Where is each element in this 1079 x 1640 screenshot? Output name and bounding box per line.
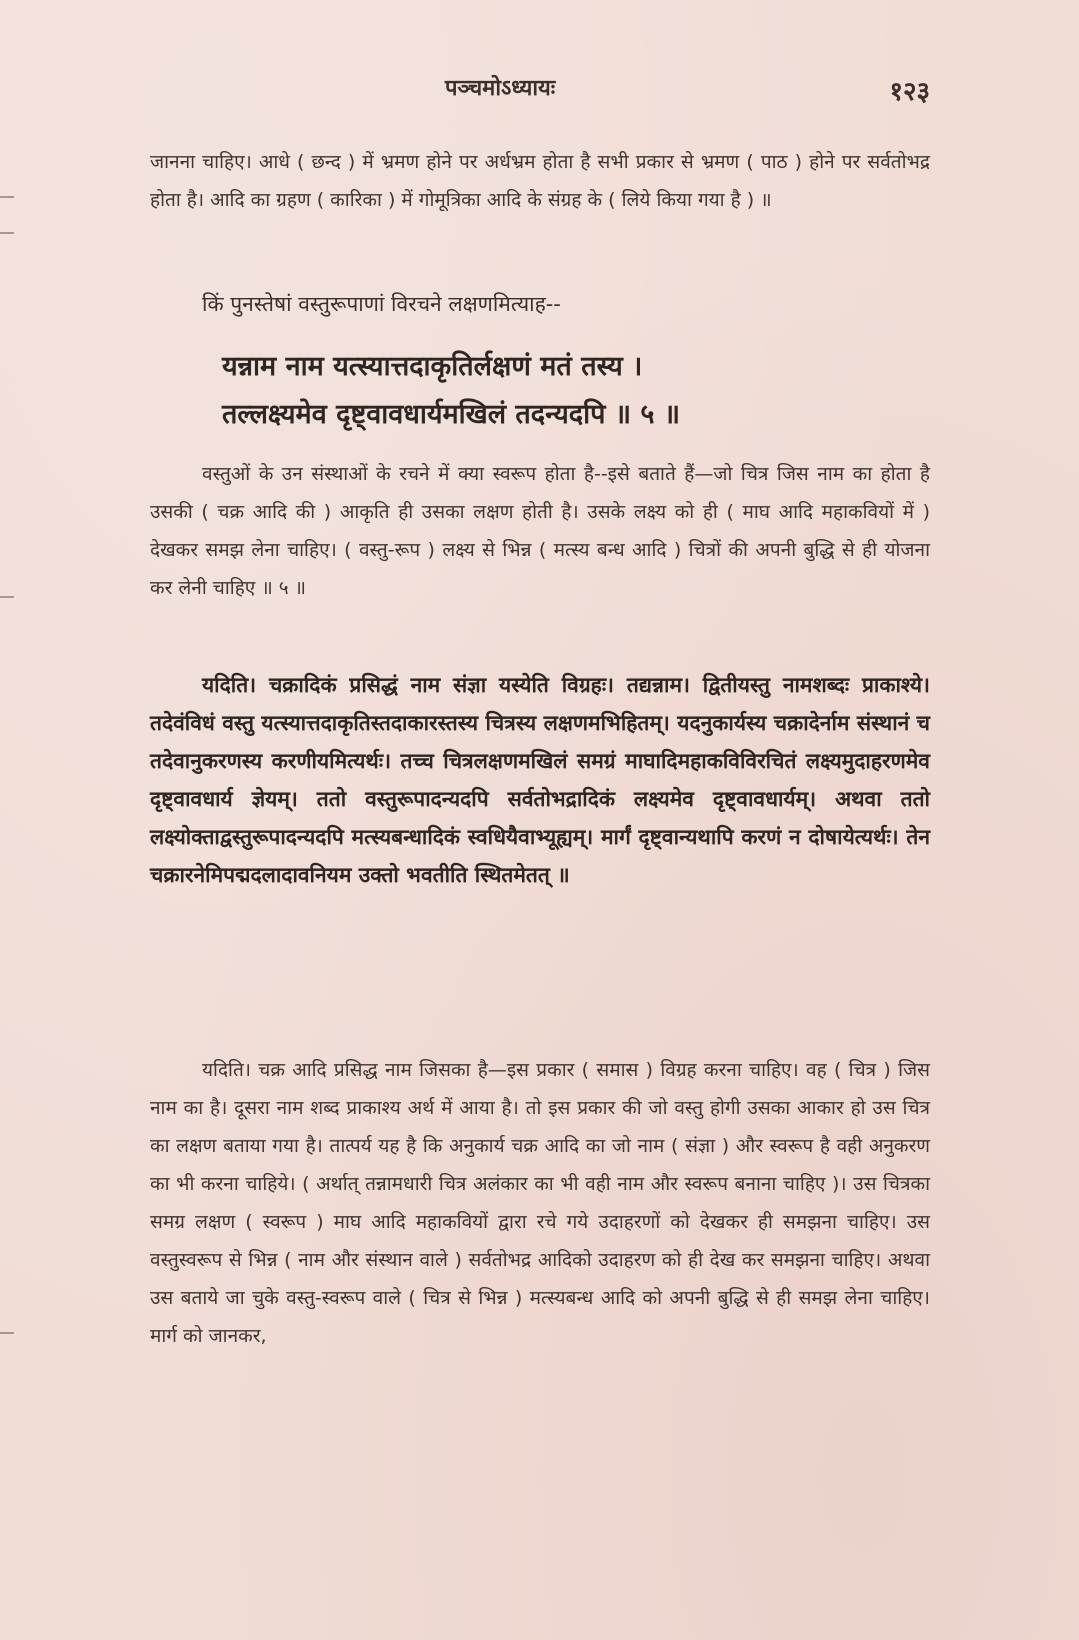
verse-line-1: यन्नाम नाम यत्स्यात्तदाकृतिर्लक्षणं मतं तस्य । [222,351,643,382]
margin-mark [0,196,14,198]
verse-line-2: तल्लक्ष्यमेव दृष्ट्वावधार्यमखिलं तदन्यदपि ॥ ५ ॥ [222,399,681,430]
page-header [150,72,930,112]
margin-mark [0,596,14,598]
hindi-paragraph-continuation: जानना चाहिए। आधे ( छन्द ) में भ्रमण होने पर अर्धभ्रम होता है सभी प्रकार से भ्रमण ( पाठ ) होने पर सर्वतोभद्र होता है। आदि का ग्रहण ( कारिका ) में गोमूत्रिका आदि के संग्रह के ( लिये किया गया है ) ॥ [150,151,930,211]
margin-mark [0,1332,14,1334]
page-number: १२३ [889,77,930,107]
hindi-commentary-translation: यदिति। चक्र आदि प्रसिद्ध नाम जिसका है—इस प्रकार ( समास ) विग्रह करना चाहिए। वह ( चित्र ) जिस नाम का है। दूसरा नाम शब्द प्राकाश्य अर्थ में आया है। तो इस प्रकार की जो वस्तु होगी उसका आकार हो उस चित्र का लक्षण बताया गया है। तात्पर्य यह है कि अनुकार्य चक्र आदि का जो नाम ( संज्ञा ) और स्वरूप है वही अनुकरण का भी करना चाहिये। ( अर्थात् तन्नामधारी चित्र अलंकार का भी वही नाम और स्वरूप बनाना चाहिए )। उस चित्रका समग्र लक्षण ( स्वरूप ) माघ आदि महाकवियों द्वारा रचे गये उदाहरणों को देखकर ही समझना चाहिए। उस वस्तुस्वरूप से भिन्न ( नाम और संस्थान वाले ) सर्वतोभद्र आदिको उदाहरण को ही देख कर समझना चाहिए। अथवा उस बताये जा चुके वस्तु-स्वरूप वाले ( चित्र से भिन्न ) मत्स्यबन्ध आदि को अपनी बुद्धि से ही समझ लेना चाहिए। मार्ग को जानकर, [150,1059,930,1347]
sanskrit-intro-line: किं पुनस्तेषां वस्तुरूपाणां विरचने लक्षणमित्याह-- [202,292,561,316]
sanskrit-commentary: यदिति। चक्रादिकं प्रसिद्धं नाम संज्ञा यस्येति विग्रहः। तद्यन्नाम। द्वितीयस्तु नामशब्दः प्राकाश्ये। तदेवंविधं वस्तु यत्स्यात्तदाकृतिस्तदाकारस्तस्य चित्रस्य लक्षणमभिहितम्। यदनुकार्यस्य चक्रादेर्नाम संस्थानं च तदेवानुकरणस्य करणीयमित्यर्थः। तच्च चित्रलक्षणमखिलं समग्रं माघादिमहाकविविरचितं लक्ष्यमुदाहरणमेव दृष्ट्वावधार्य ज्ञेयम्। ततो वस्तुरूपादन्यदपि सर्वतोभद्रादिकं लक्ष्यमेव दृष्ट्वावधार्यम्। अथवा ततो लक्ष्योक्ताद्वस्तुरूपादन्यदपि मत्स्यबन्धादिकं स्वधियैवाभ्यूह्यम्। मार्गं दृष्ट्वान्यथापि करणं न दोषायेत्यर्थः। तेन चक्रारनेमिपद्मदलादावनियम उक्तो भवतीति स्थितमेतत् ॥ [150,673,930,887]
running-head: पञ्चमोऽध्यायः [445,76,556,101]
margin-mark [0,232,14,234]
hindi-verse-translation: वस्तुओं के उन संस्थाओं के रचने में क्या स्वरूप होता है--इसे बताते हैं—जो चित्र जिस नाम का होता है उसकी ( चक्र आदि की ) आकृति ही उसका लक्षण होती है। उसके लक्ष्य को ही ( माघ आदि महाकवियों में ) देखकर समझ लेना चाहिए। ( वस्तु-रूप ) लक्ष्य से भिन्न ( मत्स्य बन्ध आदि ) चित्रों की अपनी बुद्धि से ही योजना कर लेनी चाहिए ॥ ५ ॥ [150,463,930,599]
